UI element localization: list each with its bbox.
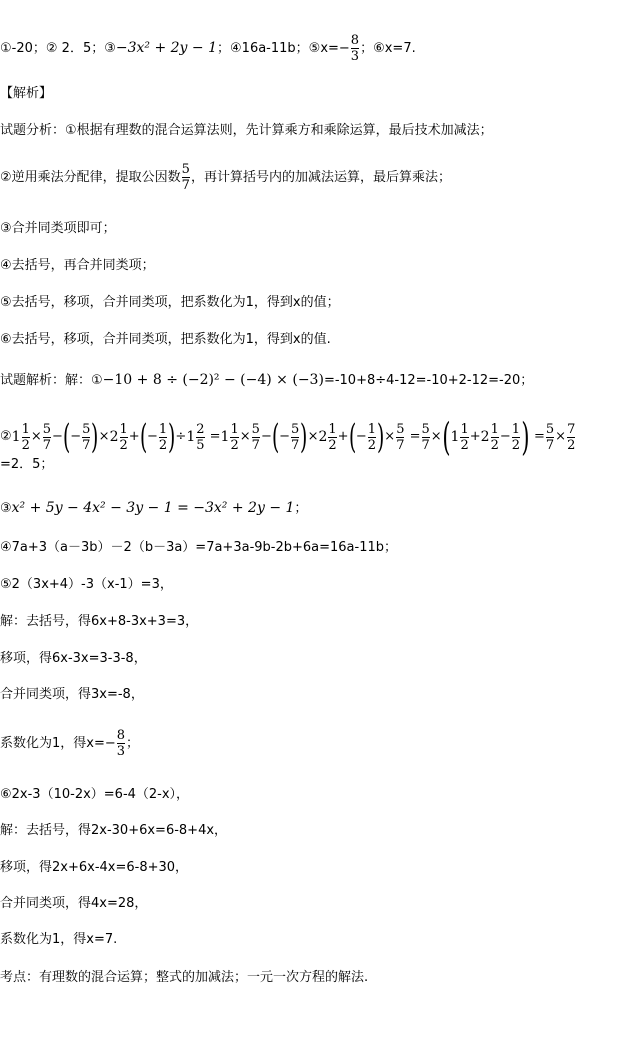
formula-s2: 1 $\frac{1}{2}$ × $\frac{5}{7}$ − ( − $\frac{5}{7}$ ) × 2 $\frac{1}{2}$ + ( − $\frac{1}{2}$ ) ÷ 1 $\frac{2}{5}$ = 1 $\frac{1}{2}$ × $\frac{5}{7}$ − ( − $\frac{5}{7}$ ) × 2 $\frac{1}{2}$ + ( − $\frac{1}{2}$ ) × $\frac{5}{7}$ = $\frac{5}{7}$ × ( 1 $\frac{1}{2}$ + 2 $\frac{1}{2}$ − $\frac{1}{2}$ ) = $\frac{5}{7}$ × $\frac{7}{2}$ [11, 415, 576, 459]
solution-5-step-2: 移项，得6x-3x=3-3-8， [0, 651, 147, 666]
solution-line-2-result: =2．5； [0, 457, 54, 472]
solution-5-step-1: 解：去括号，得6x+8-3x+3=3， [0, 614, 199, 629]
keypoints: 考点：有理数的混合运算；整式的加减法；一元一次方程的解法. [0, 970, 369, 985]
answer-6: ；⑥x=7. [360, 41, 416, 56]
solution-6-step-3: 合并同类项，得4x=28， [0, 896, 148, 911]
fraction-denominator: 3 [350, 49, 360, 64]
answers-line [0, 33, 416, 64]
solution-5-fraction [117, 728, 125, 759]
solution-line-2 [0, 415, 576, 459]
analysis-line-2-tail: ，再计算括号内的加减法运算，最后算乘法； [190, 170, 451, 185]
analysis-line-1: 试题分析：①根据有理数的混合运算法则，先计算乘方和乘除运算，最后技术加减法； [0, 123, 493, 138]
analysis-fraction [182, 162, 190, 193]
solution-prefix: 试题解析：解：① [0, 373, 103, 388]
solution-6-step-2: 移项，得2x+6x-4x=6-8+30， [0, 860, 189, 875]
solution-3-prefix: ③ [0, 501, 12, 516]
fraction-denominator: 3 [116, 744, 126, 759]
fraction-numerator: 8 [350, 33, 360, 48]
solution-6-step-1: 解：去括号，得2x-30+6x=6-8+4x， [0, 823, 228, 838]
answer-1-2: ①-20；② 2．5；③ [0, 41, 116, 56]
answer-3-expr: −3x² + 2y − 1 [115, 40, 218, 56]
solution-1-result: =-10+8÷4-12=-10+2-12=-20； [323, 373, 534, 388]
answer-4-5: ；④16a-11b；⑤x=− [217, 41, 350, 56]
solution-3-end: ； [294, 501, 308, 516]
analysis-line-2-text: ②逆用乘法分配律，提取公因数 [0, 170, 181, 185]
fraction-denominator: 7 [181, 178, 190, 193]
solution-2-prefix: ② [0, 429, 12, 444]
section-label: 【解析】 [0, 86, 53, 101]
solution-1-expr: −10 + 8 ÷ (−2)² − (−4) × (−3) [102, 372, 324, 388]
fraction-numerator: 5 [181, 162, 190, 177]
fraction-numerator: 8 [116, 728, 126, 743]
answer-5-fraction [351, 33, 359, 64]
solution-line-1 [0, 371, 533, 390]
solution-3-expr: x² + 5y − 4x² − 3y − 1 = −3x² + 2y − 1 [11, 500, 295, 516]
analysis-line-4: ④去括号，再合并同类项； [0, 258, 155, 273]
solution-5-equation: ⑤2（3x+4）-3（x-1）=3， [0, 577, 173, 592]
solution-5-step-4 [0, 728, 139, 759]
solution-6-equation: ⑥2x-3（10-2x）=6-4（2-x）， [0, 787, 190, 802]
solution-line-3 [0, 499, 307, 518]
solution-5-step-3: 合并同类项，得3x=-8， [0, 687, 144, 702]
analysis-line-6: ⑥去括号，移项，合并同类项，把系数化为1，得到x的值. [0, 332, 331, 347]
analysis-line-2 [0, 162, 451, 193]
analysis-line-5: ⑤去括号，移项，合并同类项，把系数化为1，得到x的值； [0, 295, 340, 310]
solution-6-step-4: 系数化为1，得x=7. [0, 932, 118, 947]
solution-5-step-4-text: 系数化为1，得x=− [0, 736, 116, 751]
solution-5-step-4-end: ； [126, 736, 140, 751]
analysis-line-3: ③合并同类项即可； [0, 221, 116, 236]
solution-line-4: ④7a+3（a－3b）－2（b－3a）=7a+3a-9b-2b+6a=16a-11b； [0, 540, 398, 555]
